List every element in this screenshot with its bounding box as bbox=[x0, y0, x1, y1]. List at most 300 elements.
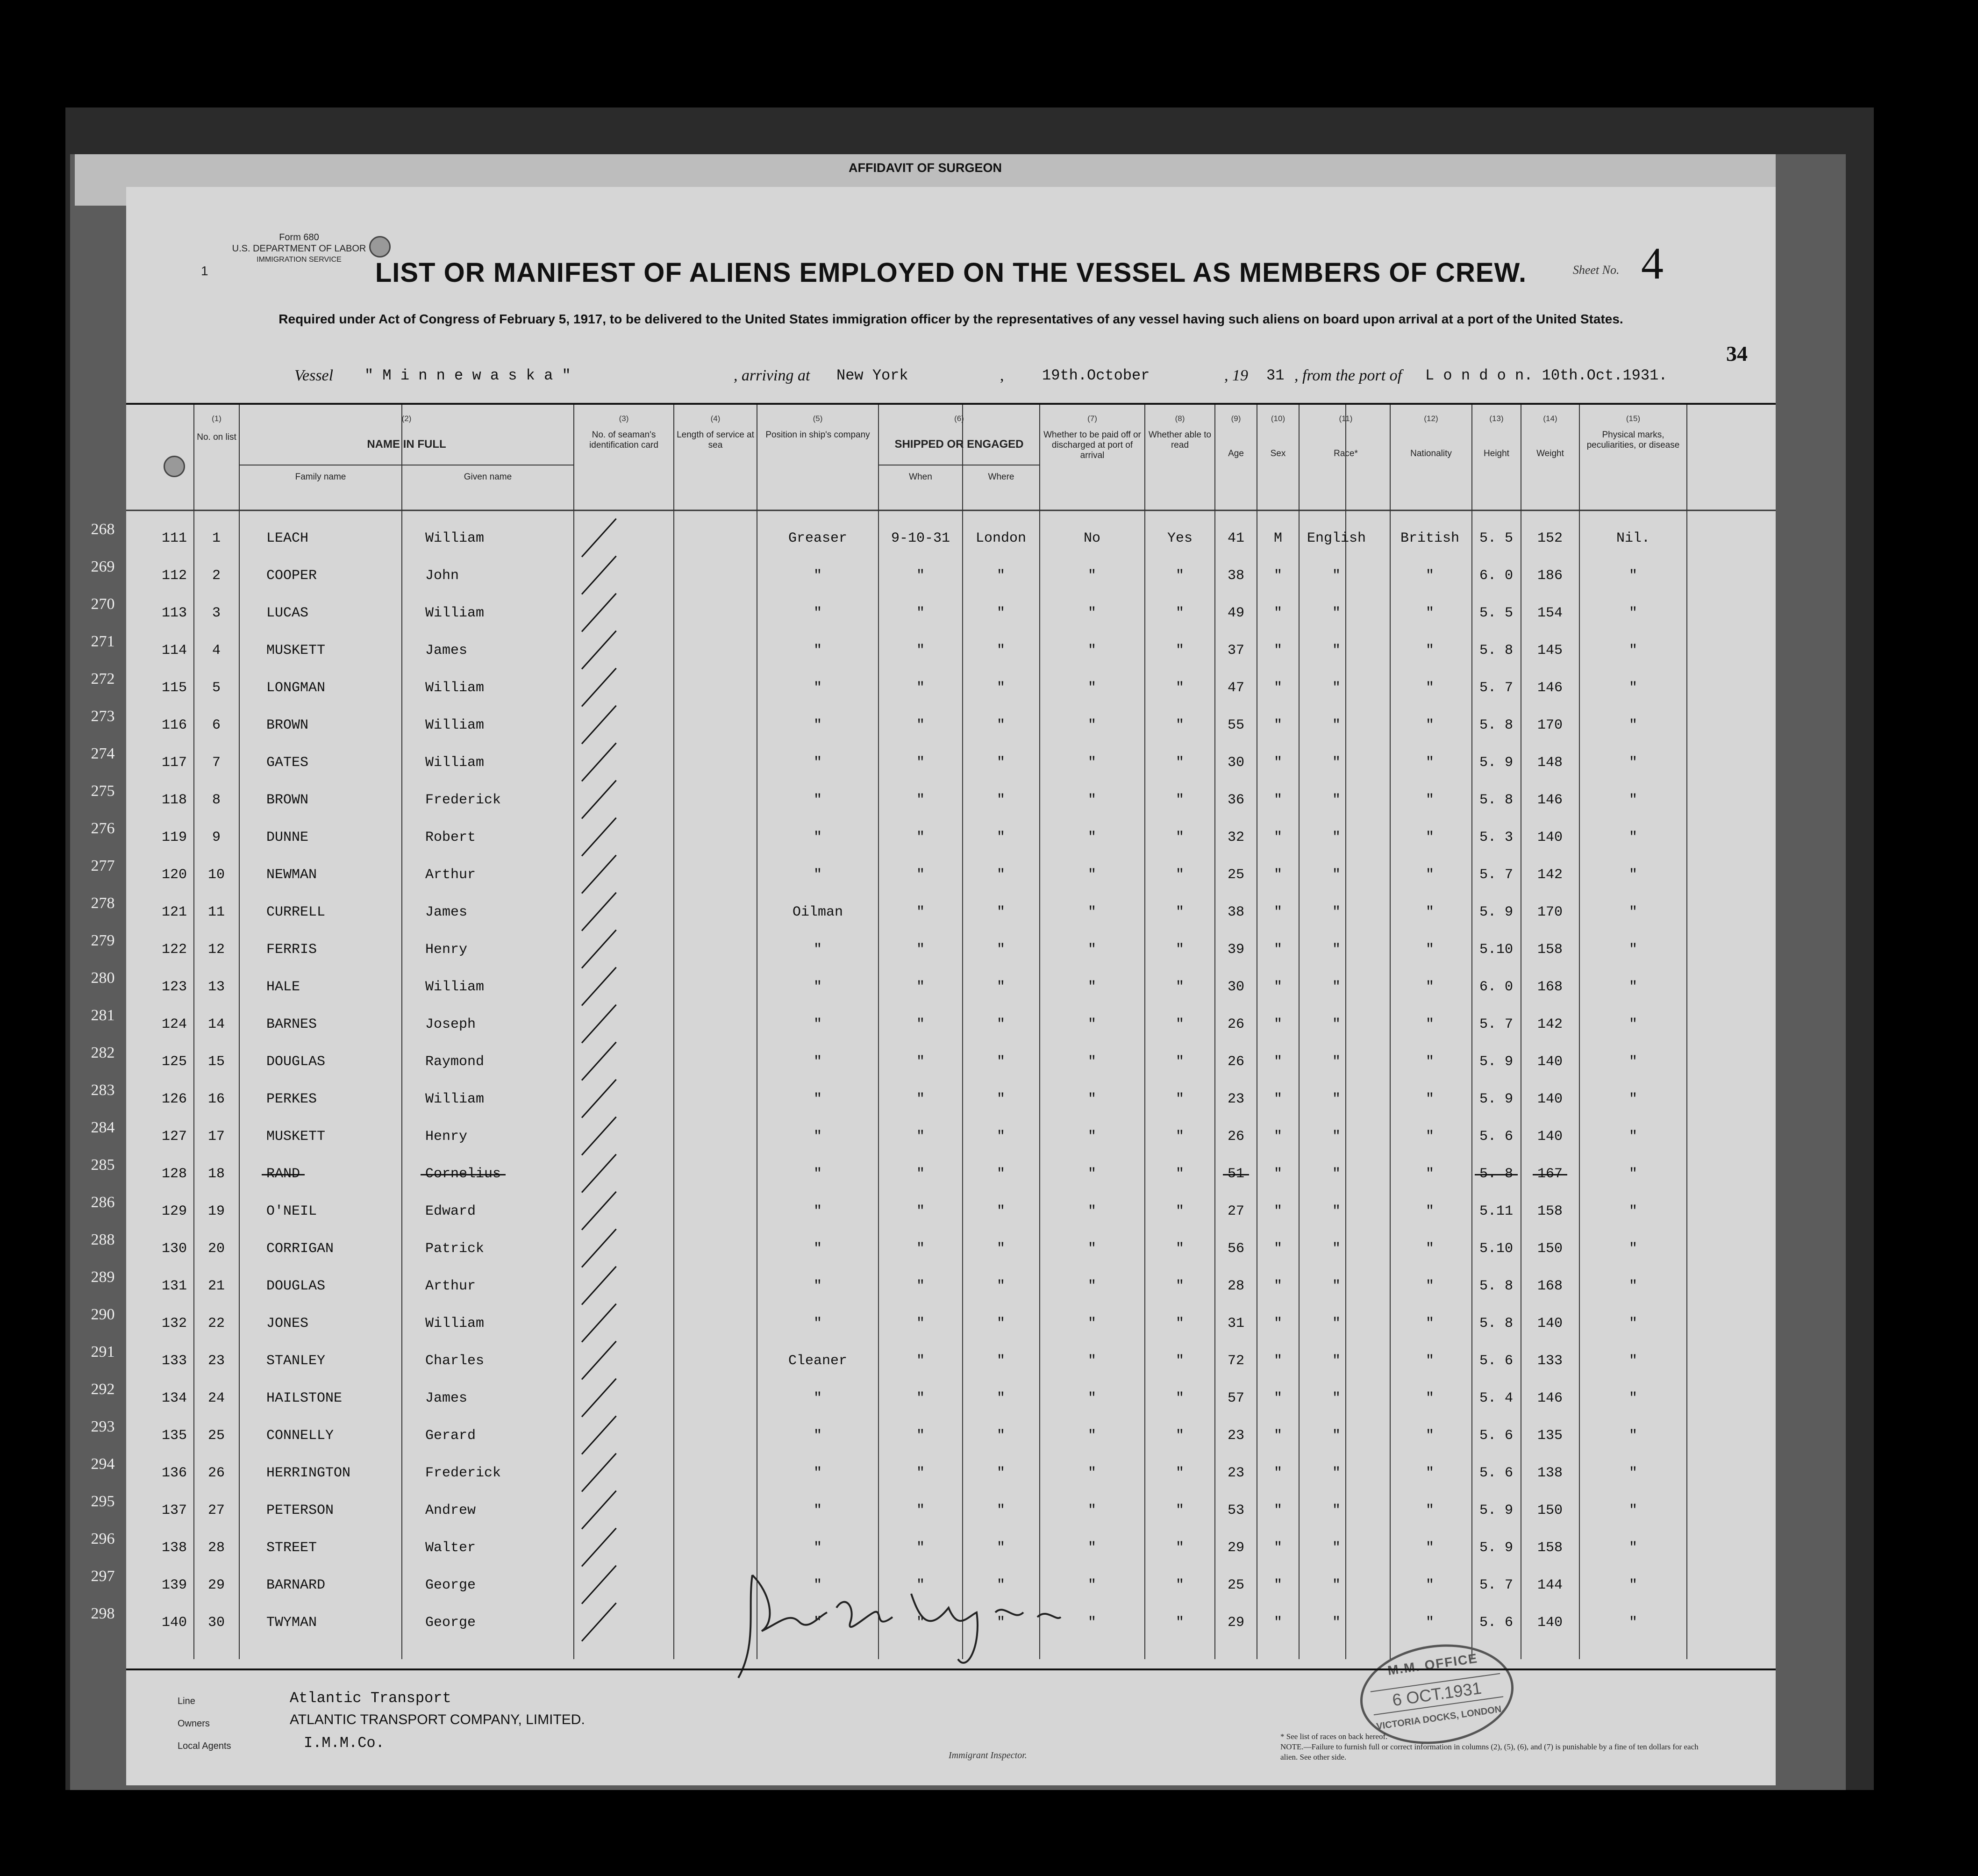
cell-sex: " bbox=[1273, 1054, 1283, 1070]
cell-no: 4 bbox=[212, 643, 221, 659]
cell-paid: " bbox=[1087, 717, 1097, 733]
cell-serial: 118 bbox=[161, 792, 187, 808]
surgeon-signature bbox=[734, 1566, 1070, 1690]
cell-paid: " bbox=[1087, 867, 1097, 883]
cell-marks: " bbox=[1628, 1540, 1638, 1556]
cell-weight: 140 bbox=[1537, 1129, 1563, 1145]
cell-where: " bbox=[996, 605, 1006, 621]
cell-sex: " bbox=[1273, 605, 1283, 621]
affidavit-title: AFFIDAVIT OF SURGEON bbox=[849, 161, 1002, 175]
outer-row-number: 268 bbox=[91, 521, 115, 538]
cell-read: " bbox=[1175, 1017, 1185, 1032]
cell-when: " bbox=[916, 1241, 925, 1257]
cell-no: 8 bbox=[212, 792, 221, 808]
year-prefix: , 19 bbox=[1224, 367, 1248, 384]
check-mark bbox=[581, 1229, 617, 1268]
cell-family: RAND bbox=[266, 1165, 300, 1183]
cell-read: " bbox=[1175, 1615, 1185, 1631]
cell-race: " bbox=[1332, 1503, 1341, 1518]
cell-age: 56 bbox=[1227, 1241, 1245, 1257]
cell-height: 5. 7 bbox=[1479, 1577, 1514, 1593]
cell-position: " bbox=[813, 568, 822, 584]
cell-where: " bbox=[996, 1017, 1006, 1032]
cell-family: CONNELLY bbox=[266, 1428, 334, 1444]
cell-height: 5. 9 bbox=[1479, 1503, 1514, 1518]
cell-weight: 140 bbox=[1537, 830, 1563, 845]
cell-paid: " bbox=[1087, 979, 1097, 995]
cell-sex: " bbox=[1273, 1465, 1283, 1481]
cell-when: " bbox=[916, 1278, 925, 1294]
cell-position: Oilman bbox=[792, 904, 843, 920]
cell-when: " bbox=[916, 1465, 925, 1481]
cell-position: " bbox=[813, 1577, 822, 1593]
cell-age: 57 bbox=[1227, 1390, 1245, 1406]
cell-position: " bbox=[813, 680, 822, 696]
cell-no: 15 bbox=[207, 1054, 225, 1070]
cell-age: 29 bbox=[1227, 1540, 1245, 1556]
vessel-name: " M i n n e w a s k a " bbox=[364, 367, 571, 384]
cell-where: " bbox=[996, 1203, 1006, 1219]
check-mark bbox=[581, 855, 617, 894]
cell-weight: 168 bbox=[1537, 1278, 1563, 1294]
cell-nationality: " bbox=[1425, 1465, 1435, 1481]
cell-race: " bbox=[1332, 1540, 1341, 1556]
cell-when: " bbox=[916, 605, 925, 621]
cell-where: " bbox=[996, 904, 1006, 920]
column-header: Nationality bbox=[1410, 449, 1452, 458]
column-number: (11) bbox=[1339, 414, 1353, 423]
cell-weight: 145 bbox=[1537, 643, 1563, 659]
cell-read: " bbox=[1175, 1278, 1185, 1294]
cell-position: " bbox=[813, 1091, 822, 1107]
column-header: Race* bbox=[1334, 449, 1358, 458]
cell-race: " bbox=[1332, 1203, 1341, 1219]
column-header: No. of seaman's identification card bbox=[589, 430, 658, 450]
cell-height: 5. 8 bbox=[1479, 1165, 1513, 1183]
cell-no: 23 bbox=[207, 1353, 225, 1369]
cell-height: 5. 3 bbox=[1479, 830, 1514, 845]
cell-family: O'NEIL bbox=[266, 1203, 317, 1219]
cell-height: 5. 8 bbox=[1479, 717, 1514, 733]
cell-serial: 135 bbox=[161, 1428, 187, 1444]
cell-weight: 140 bbox=[1537, 1054, 1563, 1070]
form-number: Form 680 bbox=[279, 232, 319, 243]
cell-marks: " bbox=[1628, 1017, 1638, 1032]
sheet-number-label: Sheet No. bbox=[1572, 263, 1620, 277]
column-number: (6) bbox=[954, 414, 964, 423]
cell-sex: " bbox=[1273, 1353, 1283, 1369]
vessel-label: Vessel bbox=[294, 367, 334, 384]
cell-read: " bbox=[1175, 717, 1185, 733]
cell-read: " bbox=[1175, 568, 1185, 584]
cell-where: " bbox=[996, 1390, 1006, 1406]
cell-weight: 142 bbox=[1537, 1017, 1563, 1032]
cell-paid: " bbox=[1087, 1390, 1097, 1406]
check-mark bbox=[581, 743, 617, 782]
column-number: (14) bbox=[1543, 414, 1557, 423]
cell-paid: " bbox=[1087, 1503, 1097, 1518]
cell-family: BARNARD bbox=[266, 1577, 326, 1593]
outer-row-number: 274 bbox=[91, 745, 115, 762]
cell-family: STANLEY bbox=[266, 1353, 326, 1369]
cell-position: Cleaner bbox=[788, 1353, 848, 1369]
check-mark bbox=[581, 518, 617, 558]
column-header: Position in ship's company bbox=[765, 430, 870, 440]
outer-row-number: 297 bbox=[91, 1568, 115, 1585]
cell-read: " bbox=[1175, 1465, 1185, 1481]
column-number: (10) bbox=[1271, 414, 1285, 423]
cell-race: " bbox=[1332, 792, 1341, 808]
cell-weight: 146 bbox=[1537, 792, 1563, 808]
cell-serial: 133 bbox=[161, 1353, 187, 1369]
cell-paid: " bbox=[1087, 1091, 1097, 1107]
cell-sex: " bbox=[1273, 1091, 1283, 1107]
arrival-date: 19th.October bbox=[1042, 367, 1150, 384]
column-number: (5) bbox=[813, 414, 823, 423]
cell-given: Andrew bbox=[425, 1503, 476, 1518]
column-number: (8) bbox=[1175, 414, 1185, 423]
column-header: Whether able to read bbox=[1148, 430, 1212, 450]
cell-marks: " bbox=[1628, 1241, 1638, 1257]
cell-nationality: " bbox=[1425, 1503, 1435, 1518]
cell-marks: " bbox=[1628, 605, 1638, 621]
cell-height: 5. 7 bbox=[1479, 1017, 1514, 1032]
cell-height: 5. 9 bbox=[1479, 1540, 1514, 1556]
line-label: Line bbox=[178, 1696, 195, 1706]
cell-serial: 137 bbox=[161, 1503, 187, 1518]
cell-weight: 140 bbox=[1537, 1091, 1563, 1107]
cell-where: London bbox=[975, 530, 1027, 546]
page-subtitle: Required under Act of Congress of February 5, 1917, to be delivered to the United States immigration officer by the representatives of any vessel having such aliens on board upon arrival at a port of the United States. bbox=[278, 312, 1623, 326]
column-number: (15) bbox=[1626, 414, 1641, 423]
cell-family: BARNES bbox=[266, 1017, 317, 1032]
cell-weight: 158 bbox=[1537, 1203, 1563, 1219]
cell-race: English bbox=[1307, 530, 1366, 546]
cell-read: " bbox=[1175, 1241, 1185, 1257]
cell-race: " bbox=[1332, 1129, 1341, 1145]
cell-family: DOUGLAS bbox=[266, 1278, 326, 1294]
cell-family: NEWMAN bbox=[266, 867, 317, 883]
cell-position: " bbox=[813, 1316, 822, 1332]
cell-paid: " bbox=[1087, 830, 1097, 845]
cell-race: " bbox=[1332, 680, 1341, 696]
cell-nationality: " bbox=[1425, 643, 1435, 659]
cell-given: Walter bbox=[425, 1540, 476, 1556]
cell-sex: " bbox=[1273, 1278, 1283, 1294]
manifest-sheet bbox=[126, 187, 1776, 1785]
cell-position: " bbox=[813, 792, 822, 808]
outer-row-number: 272 bbox=[91, 670, 115, 687]
cell-given: William bbox=[425, 755, 485, 771]
cell-height: 5. 9 bbox=[1479, 1054, 1514, 1070]
outer-row-number: 290 bbox=[91, 1306, 115, 1323]
cell-age: 27 bbox=[1227, 1203, 1245, 1219]
cell-nationality: " bbox=[1425, 1091, 1435, 1107]
cell-given: William bbox=[425, 717, 485, 733]
cell-read: " bbox=[1175, 605, 1185, 621]
cell-where: " bbox=[996, 1166, 1006, 1182]
cell-race: " bbox=[1332, 1017, 1341, 1032]
cell-sex: " bbox=[1273, 1390, 1283, 1406]
check-mark bbox=[581, 780, 617, 819]
cell-read: " bbox=[1175, 792, 1185, 808]
cell-serial: 124 bbox=[161, 1017, 187, 1032]
cell-age: 23 bbox=[1227, 1465, 1245, 1481]
cell-race: " bbox=[1332, 830, 1341, 845]
inspector-label: Immigrant Inspector. bbox=[949, 1750, 1027, 1761]
cell-read: " bbox=[1175, 1054, 1185, 1070]
page-title: LIST OR MANIFEST OF ALIENS EMPLOYED ON THE VESSEL AS MEMBERS OF CREW. bbox=[375, 258, 1527, 288]
cell-nationality: " bbox=[1425, 792, 1435, 808]
cell-when: " bbox=[916, 1091, 925, 1107]
cell-given: Joseph bbox=[425, 1017, 476, 1032]
cell-given: Raymond bbox=[425, 1054, 485, 1070]
cell-nationality: " bbox=[1425, 1428, 1435, 1444]
check-mark bbox=[581, 1378, 617, 1418]
cell-read: " bbox=[1175, 755, 1185, 771]
cell-position: " bbox=[813, 1615, 822, 1631]
cell-race: " bbox=[1332, 1428, 1341, 1444]
column-header: Family name bbox=[295, 472, 346, 482]
cell-weight: 170 bbox=[1537, 904, 1563, 920]
check-mark bbox=[581, 1079, 617, 1118]
stamp-date: 6 OCT.1931 bbox=[1371, 1673, 1504, 1715]
cell-serial: 117 bbox=[161, 755, 187, 771]
cell-when: " bbox=[916, 942, 925, 958]
cell-position: " bbox=[813, 1390, 822, 1406]
cell-when: " bbox=[916, 1540, 925, 1556]
year: 31 bbox=[1266, 367, 1285, 384]
cell-where: " bbox=[996, 1503, 1006, 1518]
cell-marks: " bbox=[1628, 1428, 1638, 1444]
cell-sex: " bbox=[1273, 1316, 1283, 1332]
cell-position: " bbox=[813, 979, 822, 995]
from-port: L o n d o n. 10th.Oct.1931. bbox=[1425, 367, 1668, 384]
cell-paid: " bbox=[1087, 1353, 1097, 1369]
cell-read: " bbox=[1175, 1166, 1185, 1182]
cell-family: TWYMAN bbox=[266, 1615, 317, 1631]
outer-row-number: 295 bbox=[91, 1493, 115, 1510]
cell-given: John bbox=[425, 568, 459, 584]
column-number: (4) bbox=[710, 414, 721, 423]
check-mark bbox=[581, 1004, 617, 1044]
check-mark bbox=[581, 705, 617, 745]
cell-nationality: " bbox=[1425, 1129, 1435, 1145]
cell-weight: 158 bbox=[1537, 942, 1563, 958]
cell-where: " bbox=[996, 1428, 1006, 1444]
outer-row-number: 278 bbox=[91, 895, 115, 912]
cell-read: " bbox=[1175, 1203, 1185, 1219]
cell-marks: " bbox=[1628, 792, 1638, 808]
cell-nationality: " bbox=[1425, 755, 1435, 771]
cell-position: " bbox=[813, 1203, 822, 1219]
column-header: Weight bbox=[1536, 449, 1564, 458]
cell-given: Gerard bbox=[425, 1428, 476, 1444]
cell-paid: " bbox=[1087, 755, 1097, 771]
cell-given: Robert bbox=[425, 830, 476, 845]
cell-where: " bbox=[996, 1316, 1006, 1332]
cell-weight: 152 bbox=[1537, 530, 1563, 546]
cell-given: Edward bbox=[425, 1203, 476, 1219]
outer-row-number: 279 bbox=[91, 932, 115, 949]
cell-sex: " bbox=[1273, 1166, 1283, 1182]
outer-row-number: 275 bbox=[91, 782, 115, 800]
cell-paid: " bbox=[1087, 680, 1097, 696]
cell-no: 28 bbox=[207, 1540, 225, 1556]
cell-when: " bbox=[916, 904, 925, 920]
cell-no: 10 bbox=[207, 867, 225, 883]
cell-given: Henry bbox=[425, 1129, 468, 1145]
column-header: Whether to be paid off or discharged at port of arrival bbox=[1043, 430, 1141, 460]
cell-when: " bbox=[916, 717, 925, 733]
cell-serial: 123 bbox=[161, 979, 187, 995]
sheet-number-value: 4 bbox=[1641, 238, 1664, 288]
cell-weight: 154 bbox=[1537, 605, 1563, 621]
cell-weight: 140 bbox=[1537, 1316, 1563, 1332]
check-mark bbox=[581, 892, 617, 931]
cell-serial: 114 bbox=[161, 643, 187, 659]
cell-height: 5. 6 bbox=[1479, 1353, 1514, 1369]
check-mark bbox=[581, 1490, 617, 1530]
cell-where: " bbox=[996, 1615, 1006, 1631]
cell-where: " bbox=[996, 680, 1006, 696]
footnote-note: NOTE.—Failure to furnish full or correct information in columns (2), (5), (6), and (7) is punishable by a fine of ten dollars for each alien. See other side. bbox=[1280, 1742, 1699, 1761]
cell-paid: " bbox=[1087, 568, 1097, 584]
cell-age: 55 bbox=[1227, 717, 1245, 733]
cell-paid: " bbox=[1087, 1241, 1097, 1257]
check-mark bbox=[581, 1453, 617, 1492]
cell-family: GATES bbox=[266, 755, 309, 771]
cell-nationality: " bbox=[1425, 1577, 1435, 1593]
cell-nationality: " bbox=[1425, 904, 1435, 920]
cell-position: " bbox=[813, 942, 822, 958]
cell-weight: 186 bbox=[1537, 568, 1563, 584]
outer-row-number: 269 bbox=[91, 558, 115, 575]
cell-no: 14 bbox=[207, 1017, 225, 1032]
cell-nationality: " bbox=[1425, 1017, 1435, 1032]
footnote bbox=[1280, 1732, 1701, 1762]
cell-marks: " bbox=[1628, 1166, 1638, 1182]
cell-paid: " bbox=[1087, 1428, 1097, 1444]
cell-given: William bbox=[425, 1091, 485, 1107]
check-mark bbox=[581, 1042, 617, 1081]
cell-paid: " bbox=[1087, 1577, 1097, 1593]
cell-nationality: " bbox=[1425, 717, 1435, 733]
cell-sex: " bbox=[1273, 867, 1283, 883]
column-number: (2) bbox=[401, 414, 412, 423]
cell-when: " bbox=[916, 1017, 925, 1032]
cell-family: LONGMAN bbox=[266, 680, 326, 696]
footer-rule bbox=[126, 1668, 1776, 1670]
cell-when: " bbox=[916, 1054, 925, 1070]
cell-no: 6 bbox=[212, 717, 221, 733]
cell-no: 18 bbox=[207, 1166, 225, 1182]
owners-value: ATLANTIC TRANSPORT COMPANY, LIMITED. bbox=[290, 1712, 585, 1727]
cell-age: 25 bbox=[1227, 1577, 1245, 1593]
cell-serial: 126 bbox=[161, 1091, 187, 1107]
cell-serial: 115 bbox=[161, 680, 187, 696]
cell-paid: " bbox=[1087, 1316, 1097, 1332]
cell-sex: " bbox=[1273, 1241, 1283, 1257]
cell-marks: " bbox=[1628, 1465, 1638, 1481]
cell-where: " bbox=[996, 1577, 1006, 1593]
cell-no: 19 bbox=[207, 1203, 225, 1219]
cell-race: " bbox=[1332, 643, 1341, 659]
cell-no: 27 bbox=[207, 1503, 225, 1518]
cell-marks: " bbox=[1628, 1503, 1638, 1518]
cell-serial: 125 bbox=[161, 1054, 187, 1070]
cell-where: " bbox=[996, 568, 1006, 584]
cell-when: " bbox=[916, 568, 925, 584]
cell-age: 36 bbox=[1227, 792, 1245, 808]
cell-read: " bbox=[1175, 1540, 1185, 1556]
cell-read: " bbox=[1175, 867, 1185, 883]
cell-given: Frederick bbox=[425, 1465, 501, 1481]
outer-row-number: 276 bbox=[91, 820, 115, 837]
cell-position: " bbox=[813, 1241, 822, 1257]
cell-family: MUSKETT bbox=[266, 643, 326, 659]
cell-marks: " bbox=[1628, 755, 1638, 771]
cell-read: " bbox=[1175, 1316, 1185, 1332]
column-header: No. on list bbox=[197, 432, 236, 442]
cell-serial: 134 bbox=[161, 1390, 187, 1406]
cell-nationality: " bbox=[1425, 1166, 1435, 1182]
cell-sex: M bbox=[1273, 530, 1283, 546]
cell-when: " bbox=[916, 1577, 925, 1593]
column-number: (13) bbox=[1489, 414, 1504, 423]
line-value: Atlantic Transport bbox=[290, 1690, 451, 1707]
check-mark bbox=[581, 1341, 617, 1380]
cell-weight: 140 bbox=[1537, 1615, 1563, 1631]
cell-nationality: " bbox=[1425, 942, 1435, 958]
cell-where: " bbox=[996, 867, 1006, 883]
stamp-bottom: VICTORIA DOCKS, LONDON. bbox=[1376, 1704, 1505, 1732]
cell-when: " bbox=[916, 867, 925, 883]
cell-read: " bbox=[1175, 979, 1185, 995]
cell-family: MUSKETT bbox=[266, 1129, 326, 1145]
outer-row-number: 288 bbox=[91, 1231, 115, 1248]
cell-when: " bbox=[916, 1353, 925, 1369]
from-label: , from the port of bbox=[1294, 367, 1402, 384]
cell-marks: " bbox=[1628, 1577, 1638, 1593]
cell-marks: " bbox=[1628, 1615, 1638, 1631]
cell-marks: " bbox=[1628, 568, 1638, 584]
cell-paid: " bbox=[1087, 942, 1097, 958]
outer-row-number: 281 bbox=[91, 1007, 115, 1024]
cell-age: 41 bbox=[1227, 530, 1245, 546]
cell-given: William bbox=[425, 605, 485, 621]
cell-race: " bbox=[1332, 979, 1341, 995]
outer-row-number: 294 bbox=[91, 1455, 115, 1473]
cell-paid: " bbox=[1087, 1540, 1097, 1556]
cell-nationality: " bbox=[1425, 1615, 1435, 1631]
outer-row-number: 284 bbox=[91, 1119, 115, 1136]
cell-read: " bbox=[1175, 830, 1185, 845]
cell-marks: " bbox=[1628, 1054, 1638, 1070]
cell-age: 38 bbox=[1227, 904, 1245, 920]
outer-row-number: 283 bbox=[91, 1081, 115, 1099]
column-header: When bbox=[909, 472, 932, 482]
cell-position: " bbox=[813, 717, 822, 733]
service: IMMIGRATION SERVICE bbox=[257, 256, 342, 264]
cell-where: " bbox=[996, 1465, 1006, 1481]
cell-race: " bbox=[1332, 1054, 1341, 1070]
cell-no: 29 bbox=[207, 1577, 225, 1593]
cell-serial: 129 bbox=[161, 1203, 187, 1219]
cell-paid: " bbox=[1087, 643, 1097, 659]
cell-no: 1 bbox=[212, 530, 221, 546]
cell-height: 6. 0 bbox=[1479, 979, 1514, 995]
